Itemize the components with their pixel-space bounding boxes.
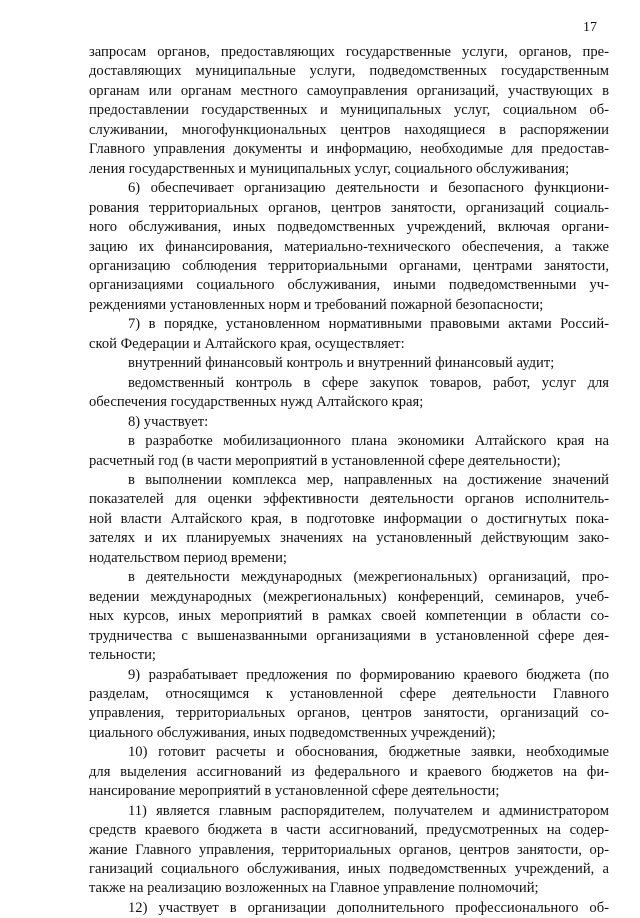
- text-line: в деятельности международных (межрегиональных) организаций, про-: [128, 569, 609, 586]
- paragraph: [89, 802, 609, 899]
- text-line: рования территориальных органов, центров занятости, организаций социаль-: [89, 199, 609, 216]
- paragraph: [89, 179, 609, 315]
- text-line: 8) участвует:: [128, 413, 209, 430]
- text-line: для выделения ассигнований из федерального и краевого бюджетов на фи-: [89, 763, 609, 780]
- text-line: организациями социального обслуживания, иными подведомственными уч-: [89, 277, 609, 294]
- text-line: в разработке мобилизационного плана экономики Алтайского края на: [128, 433, 609, 450]
- text-line: 11) является главным распорядителем, получателем и администратором: [128, 802, 609, 819]
- paragraph: [89, 43, 609, 179]
- text-line: 6) обеспечивает организацию деятельности и безопасного функциони-: [128, 180, 609, 197]
- page-number: 17: [583, 20, 597, 35]
- text-line: реждениями установленных норм и требований пожарной безопасности;: [89, 296, 544, 313]
- text-line: нансирование мероприятий в установленной сфере деятельности;: [89, 783, 500, 800]
- text-line: циального обслуживания, иных подведомственных учреждений);: [89, 724, 496, 741]
- text-line: ных курсов, иных мероприятий в рамках своей компетенции в области со-: [89, 608, 609, 625]
- text-line: запросам органов, предоставляющих государственные услуги, органов, пре-: [89, 44, 609, 60]
- text-line: ного обслуживания, иных подведомственных учреждений, включая органи-: [89, 219, 609, 236]
- paragraph: [89, 743, 609, 801]
- text-line: 10) готовит расчеты и обоснования, бюджетные заявки, необходимые: [128, 744, 609, 761]
- paragraph: [89, 413, 609, 432]
- text-line: 12) участвует в организации дополнительного профессионального об-: [128, 899, 609, 916]
- paragraph: [89, 899, 609, 918]
- text-line: зацию их финансирования, материально-технического обеспечения, а также: [89, 238, 609, 255]
- paragraph: [89, 354, 609, 373]
- text-line: Главного управления документы и информацию, необходимые для предостав-: [89, 141, 609, 158]
- text-line: также на реализацию возложенных на Главное управление полномочий;: [89, 880, 539, 897]
- text-line: разделам, относящимся к установленной сфере деятельности Главного: [89, 685, 609, 702]
- text-line: показателей для оценки эффективности деятельности органов исполнитель-: [89, 491, 609, 508]
- paragraph: [89, 471, 609, 568]
- text-line: расчетный год (в части мероприятий в установленной сфере деятельности);: [89, 452, 561, 469]
- text-line: тельности;: [89, 647, 156, 664]
- text-line: ведении международных (межрегиональных) конференций, семинаров, учеб-: [89, 588, 609, 605]
- text-line: нодательством период времени;: [89, 549, 287, 566]
- text-line: органам или органам местного самоуправления организаций, участвующих в: [89, 82, 609, 99]
- text-line: ления государственных и муниципальных услуг, социального обслуживания;: [89, 160, 570, 177]
- text-line: управления, территориальных органов, центров занятости, организаций со-: [89, 705, 609, 722]
- paragraph: [89, 432, 609, 471]
- paragraph: [89, 568, 609, 665]
- paragraph: [89, 315, 609, 354]
- text-line: внутренний финансовый контроль и внутренний финансовый аудит;: [128, 355, 555, 372]
- paragraph: [89, 666, 609, 744]
- text-line: средств краевого бюджета в части ассигнований, предусмотренных на содер-: [89, 822, 609, 839]
- text-line: обеспечения государственных нужд Алтайского края;: [89, 394, 424, 411]
- text-line: служивании, многофункциональных центров находящиеся в распоряжении: [89, 121, 609, 138]
- text-line: трудничества с вышеназванными организациями в установленной сфере дея-: [89, 627, 609, 644]
- text-line: 7) в порядке, установленном нормативными правовыми актами Россий-: [128, 316, 609, 333]
- text-line: зателях и их планируемых значениях на установленный действующим зако-: [89, 530, 609, 547]
- text-line: ганизаций социального обслуживания, иных подведомственных учреждений, а: [89, 861, 609, 878]
- text-line: 9) разрабатывает предложения по формированию краевого бюджета (по: [128, 666, 609, 683]
- text-line: ской Федерации и Алтайского края, осуществляет:: [89, 335, 405, 352]
- text-line: доставляющих муниципальные услуги, подведомственных государственным: [89, 63, 609, 80]
- text-line: ведомственный контроль в сфере закупок товаров, работ, услуг для: [128, 374, 609, 391]
- text-line: жание Главного управления, территориальных органов, центров занятости, ор-: [89, 841, 609, 858]
- text-line: в выполнении комплекса мер, направленных на достижение значений: [128, 471, 609, 488]
- text-line: организацию соблюдения территориальными органами, центрами занятости,: [89, 257, 609, 274]
- paragraph: [89, 374, 609, 413]
- text-line: предоставлении государственных и муниципальных услуг, социальном об-: [89, 102, 609, 119]
- body-text: [89, 43, 609, 918]
- text-line: ной власти Алтайского края, в подготовке информации о достигнутых пока-: [89, 510, 609, 527]
